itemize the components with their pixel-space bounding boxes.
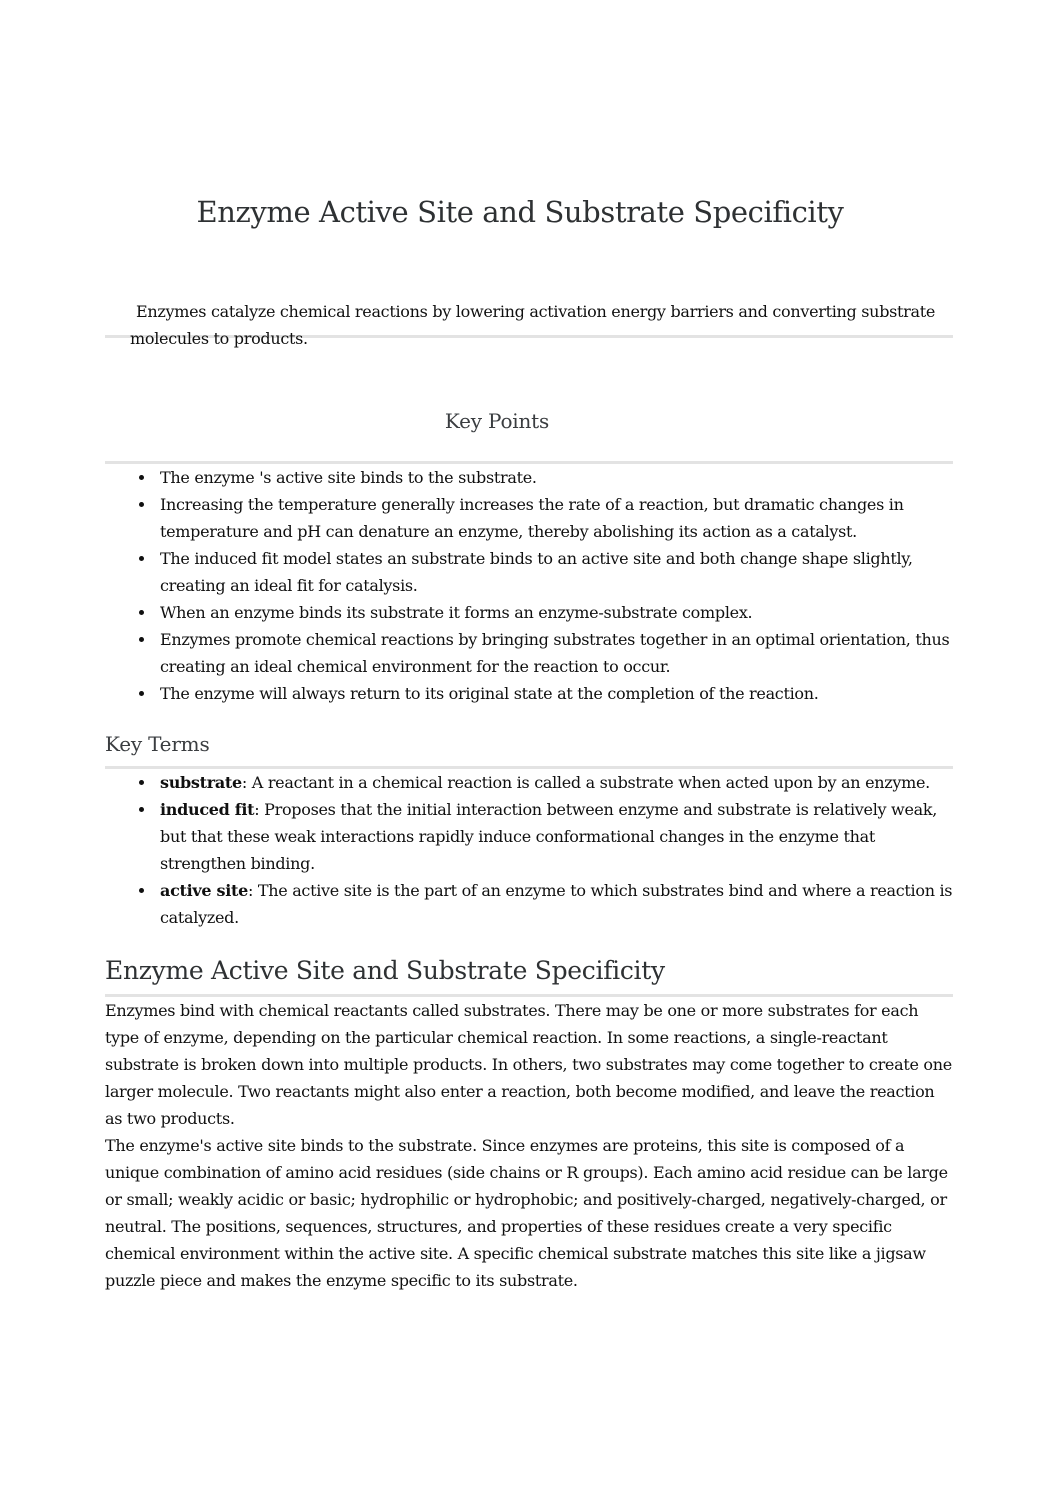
key-points-list [105,464,953,707]
term-definition: : A reactant in a chemical reaction is called a substrate when acted upon by an enzyme. [241,773,930,792]
key-terms-list [105,769,953,931]
list-item: The enzyme 's active site binds to the substrate. [160,464,953,491]
term-definition: : The active site is the part of an enzyme to which substrates bind and where a reaction is catalyzed. [160,881,953,927]
section-heading: Enzyme Active Site and Substrate Specificity [105,956,665,985]
term-list-item [160,877,953,931]
list-item: The induced fit model states an substrate binds to an active site and both change shape slightly, creating an ideal fit for catalysis. [160,545,953,599]
term-label: substrate [160,773,242,792]
list-item: The enzyme will always return to its original state at the completion of the reaction. [160,680,953,707]
intro-paragraph: Enzymes catalyze chemical reactions by lowering activation energy barriers and converting substrate molecules to products. [130,302,936,348]
term-list-item [160,769,953,796]
page-title: Enzyme Active Site and Substrate Specificity [196,195,844,229]
key-terms-heading: Key Terms [105,732,210,756]
body-paragraph: Enzymes bind with chemical reactants called substrates. There may be one or more substrates for each type of enzyme, depending on the particular chemical reaction. In some reactions, a single-reactant substrate is broken down into multiple products. In others, two substrates may come together to create one larger molecule. Two reactants might also enter a reaction, both become modified, and leave the reaction as two products. [105,1001,952,1128]
list-item: Increasing the temperature generally increases the rate of a reaction, but dramatic changes in temperature and pH can denature an enzyme, thereby abolishing its action as a catalyst. [160,491,953,545]
term-definition: : Proposes that the initial interaction between enzyme and substrate is relatively weak, but that these weak interactions rapidly induce conformational changes in the enzyme that strengthen binding. [160,800,938,873]
body-paragraph: The enzyme's active site binds to the substrate. Since enzymes are proteins, this site is composed of a unique combination of amino acid residues (side chains or R groups). Each amino acid residue can be large or small; weakly acidic or basic; hydrophilic or hydrophobic; and positively-charged, negatively-charged, or neutral. The positions, sequences, structures, and properties of these residues create a very specific chemical environment within the active site. A specific chemical substrate matches this site like a jigsaw puzzle piece and makes the enzyme specific to its substrate. [105,1136,948,1290]
list-item: Enzymes promote chemical reactions by bringing substrates together in an optimal orientation, thus creating an ideal chemical environment for the reaction to occur. [160,626,953,680]
list-item: When an enzyme binds its substrate it forms an enzyme-substrate complex. [160,599,953,626]
term-label: active site [160,881,248,900]
document-content [105,0,953,1294]
intro-section [105,298,953,352]
key-points-heading: Key Points [444,409,550,433]
term-list-item [160,796,953,877]
term-label: induced fit [160,800,255,819]
